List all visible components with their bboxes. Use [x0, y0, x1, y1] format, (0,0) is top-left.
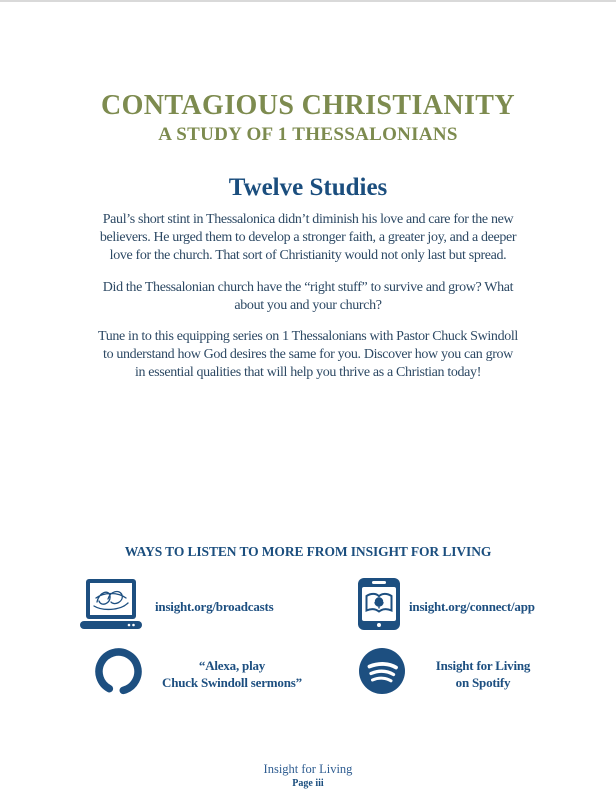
listen-item-broadcasts [80, 578, 332, 635]
connect-app-link[interactable]: insight.org/connect/app [409, 599, 535, 614]
listen-item-alexa [80, 647, 332, 700]
spotify-line-2: on Spotify [455, 674, 511, 690]
alexa-line-2: Chuck Swindoll sermons” [162, 674, 302, 690]
footer-organization: Insight for Living [263, 762, 353, 776]
paragraph-line: love for the church. That sort of Christianity would not only last but spread. [109, 248, 507, 263]
listen-options-grid [0, 578, 616, 700]
alexa-icon [95, 648, 142, 700]
paragraph-line: to understand how God desires the same for you. Discover how you can grow [103, 347, 513, 362]
page-footer [0, 762, 616, 790]
paragraph-3 [0, 328, 616, 382]
paragraph-line: Paul’s short stint in Thessalonica didn’t diminish his love and care for the new [102, 212, 514, 227]
spotify-label [424, 657, 542, 691]
paragraph-line: Tune in to this equipping series on 1 Thessalonians with Pastor Chuck Swindoll [98, 329, 518, 344]
page-top-border [0, 0, 616, 2]
paragraph-line: in essential qualities that will help you thrive as a Christian today! [134, 365, 482, 380]
broadcasts-link[interactable]: insight.org/broadcasts [155, 599, 274, 614]
title-block [0, 91, 616, 146]
section-heading: Twelve Studies [228, 174, 388, 201]
paragraph-line: believers. He urged them to develop a stronger faith, a greater joy, and a deeper [99, 230, 517, 245]
laptop-broadcast-icon [80, 579, 142, 634]
spotify-line-1: Insight for Living [435, 657, 531, 673]
paragraph-line: about you and your church? [234, 298, 382, 313]
spotify-icon [358, 647, 406, 700]
paragraph-line: Did the Thessalonian church have the “right stuff” to survive and grow? What [102, 280, 514, 295]
page-subtitle: A STUDY OF 1 THESSALONIANS [158, 124, 458, 145]
listen-item-app [358, 578, 616, 635]
listen-item-spotify [358, 647, 616, 700]
paragraph-2 [0, 279, 616, 315]
alexa-line-1: “Alexa, play [198, 657, 266, 673]
page-title: CONTAGIOUS CHRISTIANITY [101, 90, 515, 121]
alexa-instruction [146, 657, 318, 691]
listen-section-heading: WAYS TO LISTEN TO MORE FROM INSIGHT FOR LIVING [124, 544, 492, 559]
paragraph-1 [0, 211, 616, 265]
phone-app-icon [358, 578, 400, 635]
footer-page-number: Page iii [292, 778, 324, 789]
